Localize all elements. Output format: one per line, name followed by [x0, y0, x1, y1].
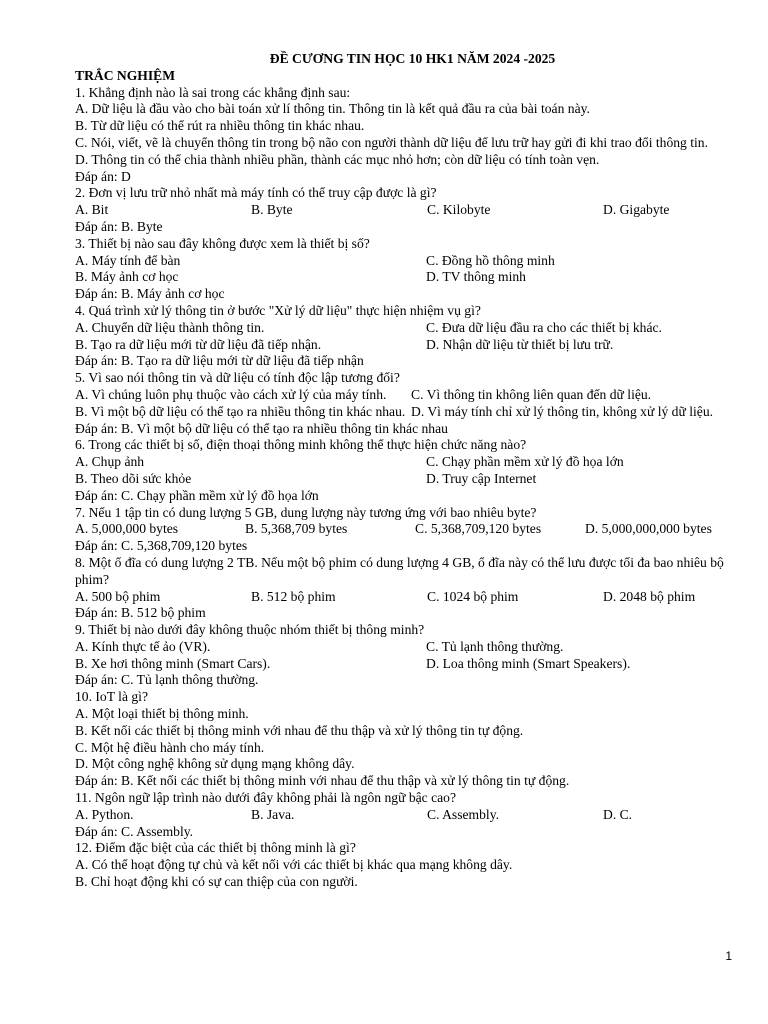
option-c: C. Một hệ điều hành cho máy tính.	[75, 739, 265, 755]
option-c: C. Vì thông tin không liên quan đến dữ liệu.	[411, 386, 652, 402]
option-a: A. Vì chúng luôn phụ thuộc vào cách xử lý của máy tính.	[75, 386, 387, 402]
option-a: A. Python.	[75, 806, 134, 822]
question-1	[75, 85, 730, 186]
question-7	[75, 505, 730, 555]
option-b: B. Byte	[251, 202, 293, 218]
question-text: 8. Một ổ đĩa có dung lượng 2 TB. Nếu một bộ phim có dung lượng 4 GB, ổ đĩa này có thể lưu được tối đa bao nhiêu bộ phim?	[75, 554, 724, 587]
option-b: B. Theo dõi sức khỏe	[75, 470, 192, 486]
question-5	[75, 370, 730, 437]
option-a: A. Dữ liệu là đầu vào cho bài toán xử lí thông tin. Thông tin là kết quả đầu ra của bài toán này.	[75, 101, 590, 117]
option-b: B. 5,368,709 bytes	[245, 521, 348, 537]
answer: Đáp án: B. Kết nối các thiết bị thông minh với nhau để thu thập và xử lý thông tin tự động.	[75, 773, 570, 789]
answer: Đáp án: C. 5,368,709,120 bytes	[75, 538, 248, 554]
section-heading: TRẮC NGHIỆM	[75, 67, 176, 83]
option-b: B. 512 bộ phim	[251, 588, 336, 604]
question-text: 9. Thiết bị nào dưới đây không thuộc nhóm thiết bị thông minh?	[75, 622, 425, 638]
option-b: B. Kết nối các thiết bị thông minh với nhau để thu thập và xử lý thông tin tự động.	[75, 722, 524, 738]
option-a: A. Có thể hoạt động tự chủ và kết nối với các thiết bị khác qua mạng không dây.	[75, 857, 513, 873]
option-d: D. Nhận dữ liệu từ thiết bị lưu trữ.	[426, 336, 614, 352]
option-c: C. 1024 bộ phim	[427, 588, 519, 604]
option-c: C. Kilobyte	[427, 202, 491, 218]
option-a: A. Một loại thiết bị thông minh.	[75, 706, 249, 722]
option-d: D. Truy cập Internet	[426, 470, 537, 486]
option-d: D. Một công nghệ không sử dụng mạng không dây.	[75, 756, 355, 772]
question-text: 6. Trong các thiết bị số, điện thoại thông minh không thể thực hiện chức năng nào?	[75, 437, 527, 453]
answer: Đáp án: C. Tủ lạnh thông thường.	[75, 672, 259, 688]
question-3	[75, 236, 730, 303]
option-a: A. Kính thực tế ảo (VR).	[75, 638, 211, 654]
option-b: B. Vì một bộ dữ liệu có thể tạo ra nhiều thông tin khác nhau.	[75, 403, 406, 419]
option-c: C. 5,368,709,120 bytes	[415, 521, 542, 537]
option-a: A. 5,000,000 bytes	[75, 521, 179, 537]
question-2	[75, 185, 730, 235]
question-10	[75, 689, 730, 790]
question-11	[75, 790, 730, 840]
question-text: 5. Vì sao nói thông tin và dữ liệu có tính độc lập tương đối?	[75, 370, 400, 386]
option-b: B. Chỉ hoạt động khi có sự can thiệp của con người.	[75, 874, 358, 890]
option-a: A. 500 bộ phim	[75, 588, 161, 604]
question-text: 12. Điểm đặc biệt của các thiết bị thông minh là gì?	[75, 840, 356, 856]
answer: Đáp án: D	[75, 168, 131, 184]
option-c: C. Chạy phần mềm xử lý đồ họa lớn	[426, 454, 624, 470]
option-b: B. Java.	[251, 806, 295, 822]
answer: Đáp án: B. 512 bộ phim	[75, 605, 206, 621]
option-c: C. Đồng hồ thông minh	[426, 252, 555, 268]
option-a: A. Bit	[75, 202, 109, 218]
question-6	[75, 437, 730, 504]
question-text: 11. Ngôn ngữ lập trình nào dưới đây không phải là ngôn ngữ bậc cao?	[75, 790, 457, 806]
option-b: B. Tạo ra dữ liệu mới từ dữ liệu đã tiếp nhận.	[75, 336, 322, 352]
question-text: 7. Nếu 1 tập tin có dung lượng 5 GB, dung lượng này tương ứng với bao nhiêu byte?	[75, 504, 537, 520]
option-a: A. Chuyển dữ liệu thành thông tin.	[75, 319, 265, 335]
option-b: B. Xe hơi thông minh (Smart Cars).	[75, 655, 271, 671]
answer: Đáp án: C. Chạy phần mềm xử lý đồ họa lớn	[75, 487, 319, 503]
option-d: D. 5,000,000,000 bytes	[585, 521, 712, 537]
answer: Đáp án: B. Tạo ra dữ liệu mới từ dữ liệu đã tiếp nhận	[75, 353, 364, 369]
option-d: D. Loa thông minh (Smart Speakers).	[426, 655, 631, 671]
document-title: ĐỀ CƯƠNG TIN HỌC 10 HK1 NĂM 2024 -2025	[269, 51, 556, 66]
question-text: 10. IoT là gì?	[75, 689, 148, 705]
option-d: D. 2048 bộ phim	[603, 588, 696, 604]
question-text: 3. Thiết bị nào sau đây không được xem là thiết bị số?	[75, 235, 370, 251]
option-d: D. Thông tin có thể chia thành nhiều phần, thành các mục nhỏ hơn; còn dữ liệu có tính toàn vẹn.	[75, 151, 600, 167]
option-d: D. Gigabyte	[603, 202, 670, 218]
page-number: 1	[725, 949, 732, 963]
option-c: C. Tủ lạnh thông thường.	[426, 638, 564, 654]
option-b: B. Từ dữ liệu có thể rút ra nhiều thông tin khác nhau.	[75, 118, 365, 134]
document-body	[75, 51, 730, 891]
option-d: D. C.	[603, 806, 633, 822]
option-a: A. Máy tính để bàn	[75, 252, 181, 268]
option-d: D. TV thông minh	[426, 269, 526, 285]
question-8	[75, 555, 730, 622]
question-text: 1. Khẳng định nào là sai trong các khẳng định sau:	[75, 84, 351, 100]
option-c: C. Nói, viết, vẽ là chuyển thông tin trong bộ não con người thành dữ liệu để lưu trữ hay gửi đi khi trao đổi thông tin.	[75, 134, 708, 150]
question-9	[75, 622, 730, 689]
option-c: C. Assembly.	[427, 806, 500, 822]
option-c: C. Đưa dữ liệu đầu ra cho các thiết bị khác.	[426, 319, 662, 335]
question-4	[75, 303, 730, 370]
question-text: 2. Đơn vị lưu trữ nhỏ nhất mà máy tính có thể truy cập được là gì?	[75, 185, 437, 201]
option-d: D. Vì máy tính chỉ xử lý thông tin, không xử lý dữ liệu.	[411, 403, 714, 419]
answer: Đáp án: B. Vì một bộ dữ liệu có thể tạo ra nhiều thông tin khác nhau	[75, 420, 448, 436]
answer: Đáp án: C. Assembly.	[75, 823, 194, 839]
question-12	[75, 840, 730, 890]
answer: Đáp án: B. Byte	[75, 218, 163, 234]
answer: Đáp án: B. Máy ảnh cơ học	[75, 286, 225, 302]
option-b: B. Máy ảnh cơ học	[75, 269, 179, 285]
option-a: A. Chụp ảnh	[75, 454, 145, 470]
question-text: 4. Quá trình xử lý thông tin ở bước "Xử lý dữ liệu" thực hiện nhiệm vụ gì?	[75, 302, 481, 318]
